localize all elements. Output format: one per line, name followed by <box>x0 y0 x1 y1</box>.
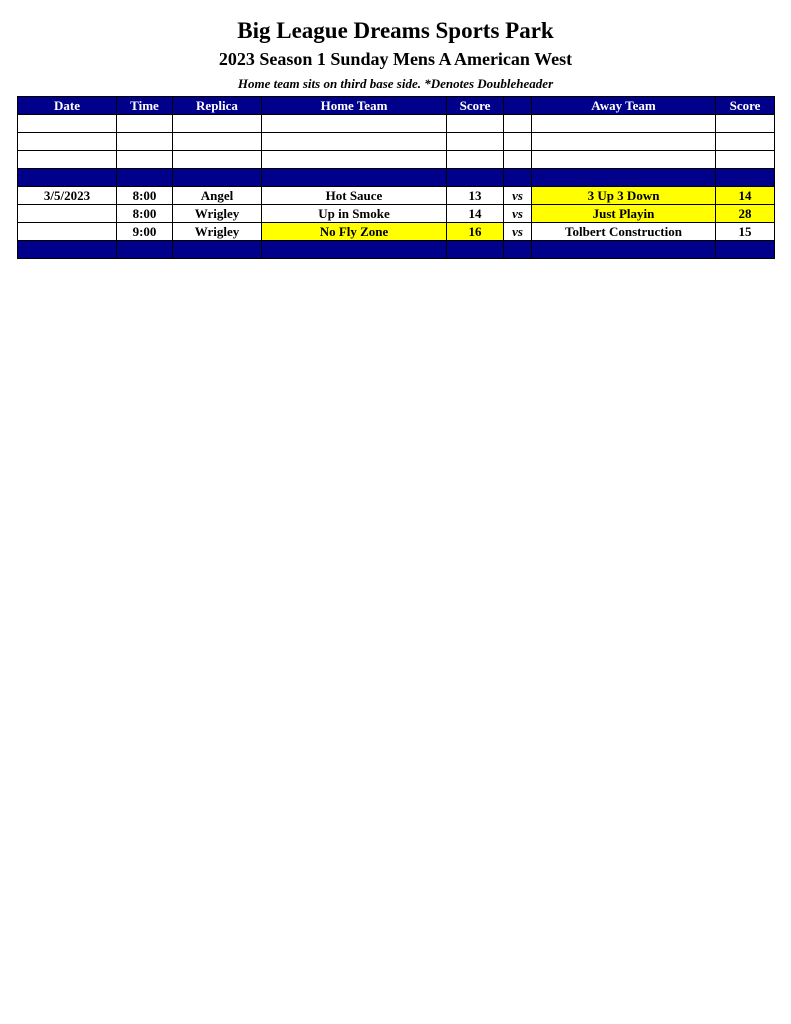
away-team: Tolbert Construction <box>532 223 716 241</box>
game-date <box>18 223 117 241</box>
separator-row <box>18 241 775 259</box>
header-row <box>18 97 775 115</box>
empty-row <box>18 133 775 151</box>
schedule-note: Home team sits on third base side. *Denotes Doubleheader <box>237 76 554 91</box>
home-score: 16 <box>447 223 504 241</box>
home-score: 14 <box>447 205 504 223</box>
vs-label: vs <box>504 187 532 205</box>
game-time: 9:00 <box>117 223 173 241</box>
separator-row <box>18 169 775 187</box>
home-team: No Fly Zone <box>262 223 447 241</box>
col-header-time: Time <box>117 97 173 115</box>
col-header-away-team: Away Team <box>532 97 716 115</box>
empty-row <box>18 115 775 133</box>
game-time: 8:00 <box>117 205 173 223</box>
game-date: 3/5/2023 <box>18 187 117 205</box>
away-team: Just Playin <box>532 205 716 223</box>
home-team: Up in Smoke <box>262 205 447 223</box>
page-subtitle: 2023 Season 1 Sunday Mens A American West <box>218 49 573 69</box>
away-score: 14 <box>716 187 775 205</box>
home-team: Hot Sauce <box>262 187 447 205</box>
col-header-replica: Replica <box>173 97 262 115</box>
table-row <box>18 223 775 241</box>
vs-label: vs <box>504 223 532 241</box>
game-replica: Wrigley <box>173 205 262 223</box>
game-date <box>18 205 117 223</box>
col-header-away-score: Score <box>716 97 775 115</box>
vs-label: vs <box>504 205 532 223</box>
game-replica: Wrigley <box>173 223 262 241</box>
schedule-table <box>17 96 775 259</box>
col-header-vs <box>504 97 532 115</box>
col-header-home-score: Score <box>447 97 504 115</box>
game-replica: Angel <box>173 187 262 205</box>
game-time: 8:00 <box>117 187 173 205</box>
table-row <box>18 205 775 223</box>
col-header-home-team: Home Team <box>262 97 447 115</box>
away-score: 15 <box>716 223 775 241</box>
away-team: 3 Up 3 Down <box>532 187 716 205</box>
empty-row <box>18 151 775 169</box>
table-row <box>18 187 775 205</box>
home-score: 13 <box>447 187 504 205</box>
away-score: 28 <box>716 205 775 223</box>
page-title: Big League Dreams Sports Park <box>237 18 554 43</box>
col-header-date: Date <box>18 97 117 115</box>
